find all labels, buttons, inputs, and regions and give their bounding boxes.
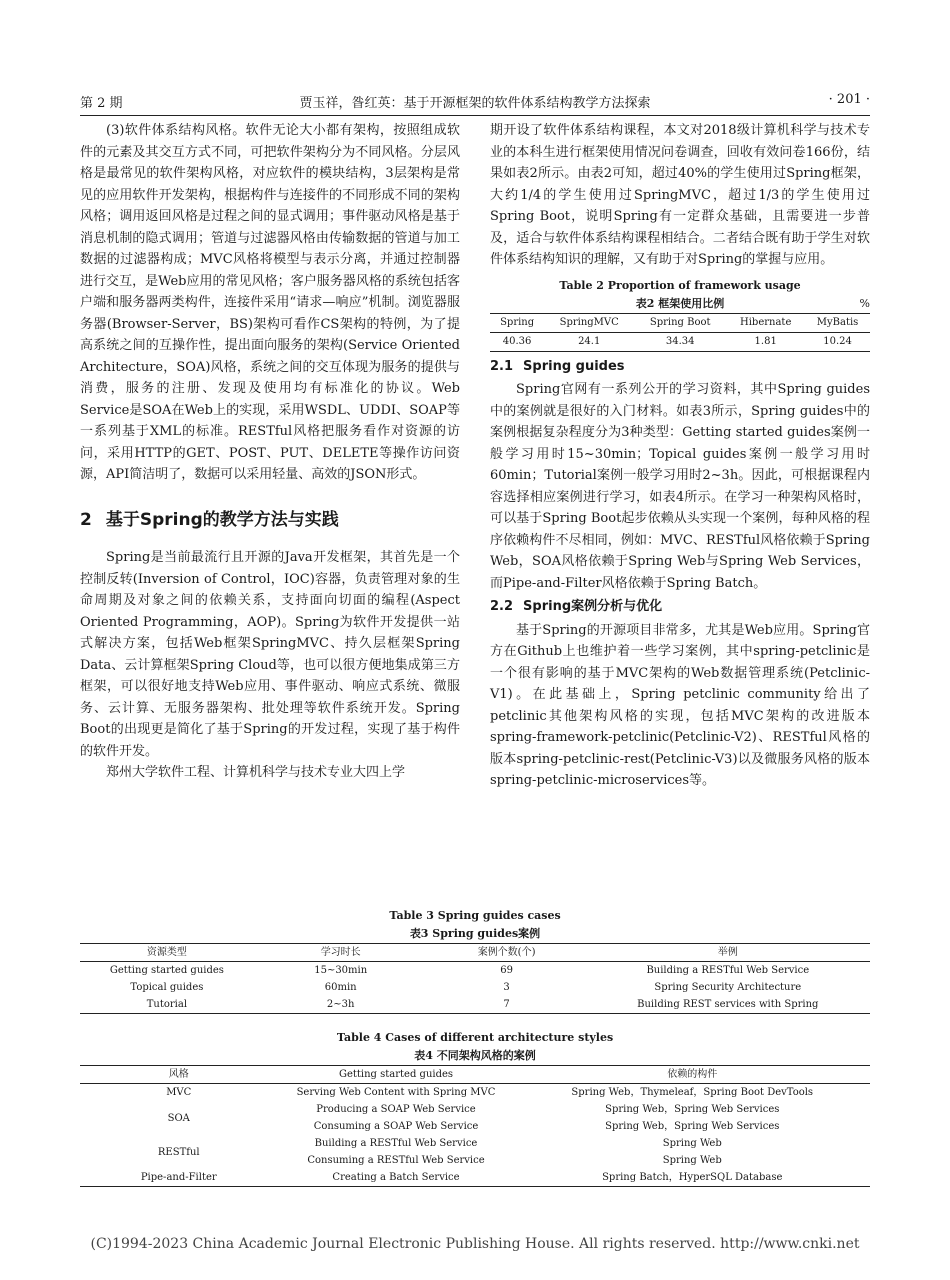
table-cell-line: Building a RESTful Web Service [314,1138,478,1149]
table-cell: 7 [503,999,510,1010]
table-cell: Spring Batch，HyperSQL Database [602,1172,783,1183]
table-cell-multiline [278,1101,515,1135]
paragraph-petclinic: 基于Spring的开源项目非常多，尤其是Web应用。Spring官方在Github上也维护着一些学习案例，其中spring-petclinic是一个很有影响的基于MVC架构的Web数据管理系统(Petclinic-V1)。在此基础上，Spring petclinic community给出了petclinic其他架构风格的实现，包括MVC架构的改进版本spring-framework-petclinic(Petclinic-V2)、RESTful风格的版本spring-petclinic-rest(Petclinic-V3)以及微服务风格的版本spring-petclinic-microservices等。 [490,622,870,788]
table-cell: 34.34 [665,335,695,347]
table-header-cell: 学习时长 [254,944,428,962]
table-2-caption-cn [490,295,870,313]
section-heading-2 [80,510,460,532]
table-row [80,1101,870,1135]
table-row [80,1135,870,1169]
table-header-cell: Spring Boot [634,313,726,332]
table-cell: Building a RESTful Web Service [646,965,810,976]
table-row [80,996,870,1014]
table-cell-multiline [515,1135,871,1169]
subsection-number: 2.2 [490,599,514,614]
table-cell-line: Spring Web [662,1155,722,1166]
table-cell: 69 [500,965,513,976]
table-cell: Topical guides [130,982,204,993]
table-row [80,962,870,980]
table-cell: 60min [324,982,357,993]
table-cell-line: Consuming a SOAP Web Service [313,1121,479,1132]
table-2-unit: % [859,296,870,310]
table-header-row [80,1066,870,1084]
table-4-grid [80,1065,870,1187]
table-3-caption-cn: 表3 Spring guides案例 [409,927,541,940]
subsection-title: Spring guides [523,358,625,374]
table-cell-line: Spring Web [662,1138,722,1149]
table-cell: Spring Web，Thymeleaf，Spring Boot DevTools [571,1087,814,1098]
table-3 [80,907,870,1014]
subsection-title: Spring案例分析与优化 [523,599,663,614]
table-cell-line: Producing a SOAP Web Service [316,1104,476,1115]
left-column [80,120,460,784]
table-cell: Spring Security Architecture [654,982,802,993]
paragraph-survey: 期开设了软件体系结构课程，本文对2018级计算机科学与技术专业的本科生进行框架使用情况问卷调查，回收有效问卷166份，结果如表2所示。由表2可知，超过40%的学生使用过Spring框架，大约1/4的学生使用过SpringMVC，超过1/3的学生使用过Spring Boot，说明Spring有一定群众基础，且需要进一步普及，适合与软件体系结构课程相结合。二者结合既有助于学生对软件体系结构知识的理解，又有助于对Spring的掌握与应用。 [490,123,870,267]
table-cell-line: Consuming a RESTful Web Service [307,1155,485,1166]
paragraph-spring-guides: Spring官网有一系列公开的学习资料，其中Spring guides中的案例就是很好的入门材料。如表3所示，Spring guides中的案例根据复杂程度分为3种类型：Getting started guides案例一般学习用时15~30min；Topical guides案例一般学习用时60min；Tutorial案例一般学习用时2~3h。因此，可根据课程内容选择相应案例进行学习，如表4所示。在学习一种架构风格时，可以基于Spring Boot起步依赖从头实现一个案例，每种风格的程序依赖构件不尽相同，例如：MVC、RESTful风格依赖于Spring Web，SOA风格依赖于Spring Web与Spring Web Services，而Pipe-and-Filter风格依赖于Spring Batch。 [490,382,870,591]
table-2-grid [490,313,870,352]
table-cell: 1.81 [754,335,777,347]
table-4-caption-en: Table 4 Cases of different architecture styles [336,1031,614,1044]
table-cell: Getting started guides [109,965,224,976]
subsection-heading-2-2 [490,596,870,618]
table-cell: Serving Web Content with Spring MVC [296,1087,496,1098]
table-header-cell: 举例 [586,944,870,962]
copyright-footer: (C)1994-2023 China Academic Journal Electronic Publishing House. All rights reserved. http://www.cnki.net [90,1236,860,1252]
table-cell: 15~30min [314,965,368,976]
table-cell: MVC [166,1087,192,1098]
table-header-cell: Getting started guides [278,1066,515,1084]
table-cell-multiline [278,1135,515,1169]
issue-number: 第 2 期 [80,96,123,111]
paragraph-spring-intro: Spring是当前最流行且开源的Java开发框架，其首先是一个控制反转(Inversion of Control，IOC)容器，负责管理对象的生命周期及对象之间的依赖关系，支持面向切面的编程(Aspect Oriented Programming，AOP)。Spring为软件开发提供一站式解决方案，包括Web框架SpringMVC、持久层框架Spring Data、云计算框架Spring Cloud等，也可以很方便地集成第三方框架，可以很好地支持Web应用、事件驱动、响应式系统、微服务、云计算、无服务器架构、批处理等软件系统开发。Spring Boot的出现更是简化了基于Spring的开发过程，实现了基于构件的软件开发。 [80,550,460,759]
table-header-row [490,313,870,332]
page-number: · 201 · [828,92,870,107]
table-header-cell: 案例个数(个) [428,944,586,962]
table-header-cell: MyBatis [805,313,870,332]
subsection-heading-2-1 [490,356,870,378]
table-cell: 10.24 [823,335,852,347]
table-cell: 24.1 [578,335,601,347]
table-2 [490,277,870,352]
table-header-cell: SpringMVC [544,313,634,332]
table-cell-multiline [515,1101,871,1135]
subsection-number: 2.1 [490,358,514,374]
table-3-caption-en: Table 3 Spring guides cases [389,909,561,922]
running-header [80,92,870,114]
table-cell: Tutorial [146,999,188,1010]
table-row [80,1084,870,1102]
table-cell: Pipe-and-Filter [140,1172,217,1183]
paragraph-survey-start: 郑州大学软件工程、计算机科学与技术专业大四上学 [106,765,406,780]
table-header-row [80,944,870,962]
table-header-cell: 风格 [80,1066,278,1084]
table-cell: 2~3h [326,999,355,1010]
table-4-caption-cn: 表4 不同架构风格的案例 [414,1049,536,1062]
table-2-caption-cn-text: 表2 框架使用比例 [635,296,725,310]
table-cell: Creating a Batch Service [332,1172,460,1183]
table-cell: Building REST services with Spring [637,999,819,1010]
table-row [80,1169,870,1187]
section-title: 基于Spring的教学方法与实践 [105,509,339,530]
table-header-cell: Spring [490,313,544,332]
running-title: 贾玉祥，昝红英：基于开源框架的软件体系结构教学方法探索 [299,96,651,111]
table-cell: 40.36 [502,335,532,347]
table-header-cell: Hibernate [726,313,805,332]
table-header-cell: 依赖的构件 [515,1066,871,1084]
table-header-cell: 资源类型 [80,944,254,962]
table-cell-line: Spring Web，Spring Web Services [605,1104,780,1115]
section-number: 2 [80,509,92,530]
table-row [80,979,870,996]
table-cell-line: Spring Web，Spring Web Services [605,1121,780,1132]
table-4 [80,1029,870,1187]
table-cell: SOA [167,1112,190,1124]
table-3-grid [80,943,870,1014]
table-cell: RESTful [157,1146,200,1158]
header-rule [80,115,870,116]
paragraph-architecture-styles: (3)软件体系结构风格。软件无论大小都有架构，按照组成软件的元素及其交互方式不同，可把软件架构分为不同风格。分层风格是最常见的软件架构风格，对应软件的模块结构，3层架构是常见的应用软件开发架构，根据构件与连接件的不同形成不同的架构风格；调用返回风格是过程之间的显式调用；事件驱动风格是基于消息机制的隐式调用；管道与过滤器风格由传输数据的管道与加工数据的过滤器构成；MVC风格将模型与表示分离，并通过控制器进行交互，是Web应用的常见风格；客户服务器风格的系统包括客户端和服务器两类构件，连接件采用“请求—响应”机制。浏览器服务器(Browser-Server，BS)架构可看作CS架构的特例，为了提高系统之间的互操作性，提出面向服务的架构(Service Oriented Architecture，SOA)风格，系统之间的交互体现为服务的提供与消费，服务的注册、发现及使用均有标准化的协议。Web Service是SOA在Web上的实现，采用WSDL、UDDI、SOAP等一系列基于XML的标准。RESTful风格把服务看作对资源的访问，采用HTTP的GET、POST、PUT、DELETE等操作访问资源，API简洁明了，数据可以采用轻量、高效的JSON形式。 [80,123,460,482]
table-2-caption-en: Table 2 Proportion of framework usage [559,278,801,292]
table-cell: 3 [503,982,510,993]
right-column [490,120,870,792]
table-row [490,332,870,351]
